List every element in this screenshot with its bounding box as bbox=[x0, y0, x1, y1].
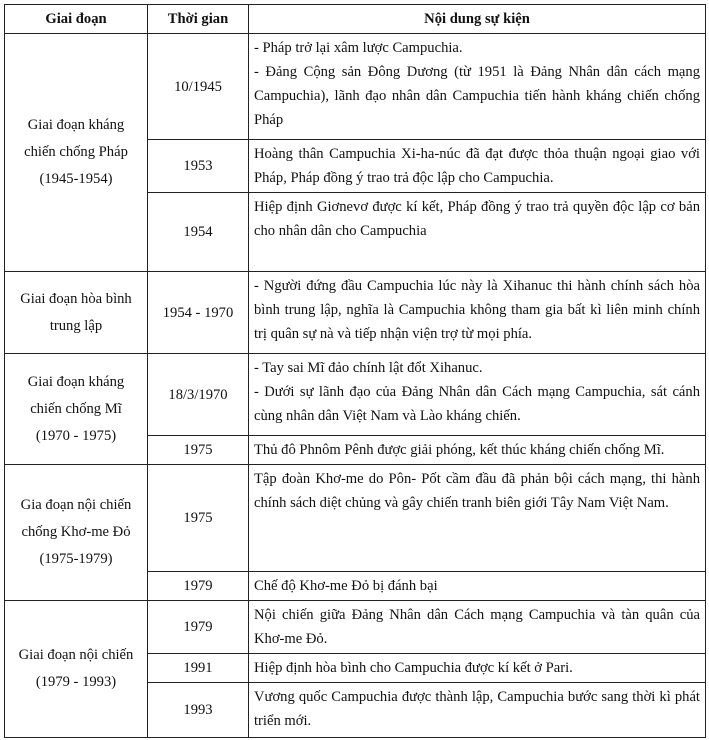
table-row bbox=[5, 34, 706, 140]
header-period: Giai đoạn bbox=[5, 5, 148, 34]
period-cell: Giai đoạn nội chiến (1979 - 1993) bbox=[5, 601, 148, 738]
table-row bbox=[5, 354, 706, 436]
history-table bbox=[4, 4, 706, 738]
header-content: Nội dung sự kiện bbox=[249, 5, 706, 34]
content-cell: Chế độ Khơ-me Đỏ bị đánh bại bbox=[249, 572, 706, 601]
period-cell: Gia đoạn nội chiến chống Khơ-me Đỏ (1975-1979) bbox=[5, 465, 148, 601]
period-cell: Giai đoạn kháng chiến chống Pháp (1945-1954) bbox=[5, 34, 148, 272]
content-cell: Nội chiến giữa Đảng Nhân dân Cách mạng Campuchia và tàn quân của Khơ-me Đỏ. bbox=[249, 601, 706, 654]
time-cell: 18/3/1970 bbox=[148, 354, 249, 436]
content-cell: Hoàng thân Campuchia Xi-ha-núc đã đạt được thỏa thuận ngoại giao với Pháp, Pháp đồng ý trao trả độc lập cho Campuchia. bbox=[249, 140, 706, 193]
time-cell: 1993 bbox=[148, 683, 249, 738]
content-cell: - Pháp trở lại xâm lược Campuchia. - Đảng Cộng sản Đông Dương (từ 1951 là Đảng Nhân dân cách mạng Campuchia), lãnh đạo nhân dân Campuchia tiến hành kháng chiến chống Pháp bbox=[249, 34, 706, 140]
content-cell: Hiệp định Giơnevơ được kí kết, Pháp đồng ý trao trả quyền độc lập cơ bản cho nhân dân cho Campuchia bbox=[249, 193, 706, 272]
time-cell: 1954 bbox=[148, 193, 249, 272]
table-row bbox=[5, 465, 706, 572]
time-cell: 10/1945 bbox=[148, 34, 249, 140]
content-cell: Thủ đô Phnôm Pênh được giải phóng, kết thúc kháng chiến chống Mĩ. bbox=[249, 436, 706, 465]
content-cell: - Người đứng đầu Campuchia lúc này là Xihanuc thi hành chính sách hòa bình trung lập, nghĩa là Campuchia không tham gia bất kì liên minh chính trị quân sự nà và tiếp nhận viện trợ từ mọi phía. bbox=[249, 272, 706, 354]
table-row bbox=[5, 272, 706, 354]
content-cell: - Tay sai Mĩ đảo chính lật đổt Xihanuc. - Dưới sự lãnh đạo của Đảng Nhân dân Cách mạng Campuchia, sát cánh cùng nhân dân Việt Nam và Lào kháng chiến. bbox=[249, 354, 706, 436]
table-row bbox=[5, 601, 706, 654]
time-cell: 1953 bbox=[148, 140, 249, 193]
period-cell: Giai đoạn kháng chiến chống Mĩ (1970 - 1975) bbox=[5, 354, 148, 465]
period-cell: Giai đoạn hòa bình trung lập bbox=[5, 272, 148, 354]
time-cell: 1979 bbox=[148, 572, 249, 601]
header-time: Thời gian bbox=[148, 5, 249, 34]
time-cell: 1979 bbox=[148, 601, 249, 654]
header-row bbox=[5, 5, 706, 34]
time-cell: 1975 bbox=[148, 436, 249, 465]
content-cell: Tập đoàn Khơ-me do Pôn- Pốt cầm đầu đã phản bội cách mạng, thi hành chính sách diệt chủng và gây chiến tranh biên giới Tây Nam Việt Nam. bbox=[249, 465, 706, 572]
time-cell: 1991 bbox=[148, 654, 249, 683]
time-cell: 1975 bbox=[148, 465, 249, 572]
content-cell: Hiệp định hòa bình cho Campuchia được kí kết ở Pari. bbox=[249, 654, 706, 683]
time-cell: 1954 - 1970 bbox=[148, 272, 249, 354]
content-cell: Vương quốc Campuchia được thành lập, Campuchia bước sang thời kì phát triển mới. bbox=[249, 683, 706, 738]
